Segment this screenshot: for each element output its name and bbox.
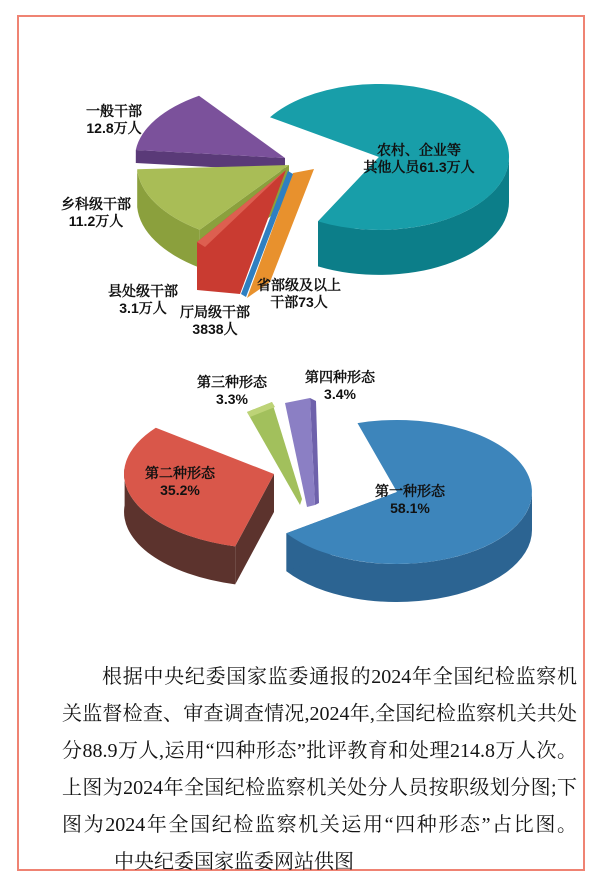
label-form2-line2: 35.2% (160, 482, 200, 498)
label-provincial-line1: 省部级及以上 (257, 277, 341, 293)
rank-pie-chart (27, 62, 577, 362)
label-township-line2: 11.2万人 (68, 213, 124, 229)
label-provincial-cadres (224, 277, 374, 311)
label-form4 (265, 369, 415, 403)
label-form2-line1: 第二种形态 (145, 465, 215, 481)
label-rural-line2: 其他人员61.3万人 (363, 159, 475, 175)
label-county-line2: 3.1万人 (119, 300, 167, 316)
label-form1 (335, 483, 485, 517)
label-form4-line1: 第四种形态 (305, 369, 375, 385)
slice-form4-face (285, 398, 315, 507)
caption-text: 根据中央纪委国家监委通报的2024年全国纪检监察机关监督检查、审查调查情况,2024年,全国纪检监察机关共处分88.9万人,运用“四种形态”批评教育和处理214.8万人次。上图为2024年全国纪检监察机关处分人员按职级划分图;下图为2024年全国纪检监察机关运用“四种形态”占比图。 (62, 666, 577, 836)
caption-paragraph (62, 659, 577, 881)
label-form1-line2: 58.1% (390, 500, 430, 516)
label-rural-others (344, 142, 494, 176)
label-rural-line1: 农村、企业等 (377, 142, 461, 158)
label-general-cadres (39, 103, 189, 137)
label-form1-line1: 第一种形态 (375, 483, 445, 499)
label-form3-line2: 3.3% (216, 391, 248, 407)
photo-border-frame (17, 15, 585, 871)
label-township-cadres (21, 196, 171, 230)
label-bureau-line1: 厅局级干部 (180, 304, 250, 320)
label-form3-line1: 第三种形态 (197, 374, 267, 390)
label-bureau-line2: 3838人 (192, 321, 238, 337)
label-provincial-line2: 干部73人 (270, 294, 328, 310)
label-form4-line2: 3.4% (324, 386, 356, 402)
label-general-line2: 12.8万人 (86, 120, 142, 136)
photo-credit: 中央纪委国家监委网站供图 (114, 851, 354, 873)
label-form2 (105, 465, 255, 499)
label-general-line1: 一般干部 (86, 103, 142, 119)
four-forms-pie-chart (27, 357, 577, 652)
label-county-line1: 县处级干部 (108, 283, 178, 299)
label-township-line1: 乡科级干部 (61, 196, 131, 212)
